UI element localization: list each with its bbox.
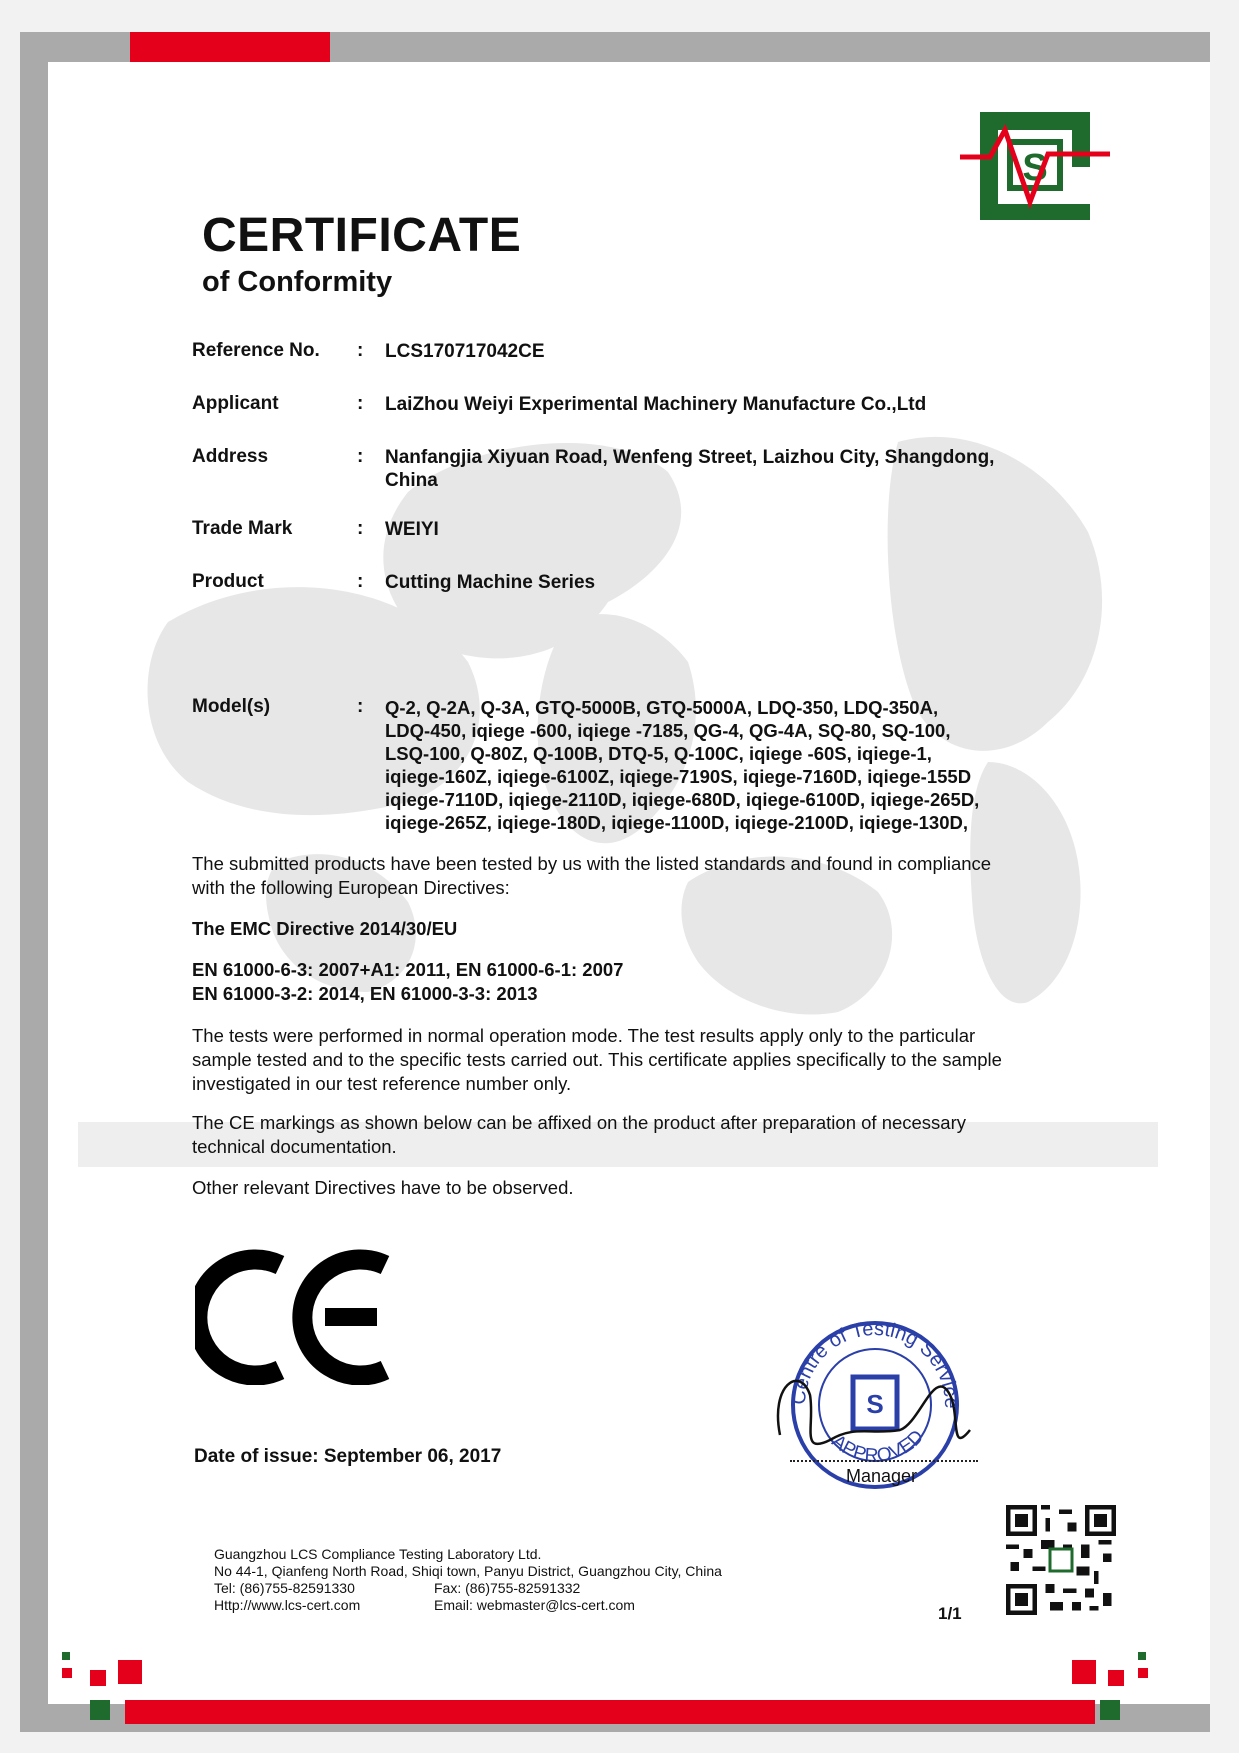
address-label: Address: [192, 446, 269, 467]
corner-square: [1138, 1652, 1146, 1660]
top-red-accent-bar: [130, 32, 330, 62]
trademark-value: WEIYI: [385, 519, 439, 540]
corner-square: [118, 1660, 142, 1684]
models-line: iqiege-160Z, iqiege-6100Z, iqiege-7190S, iqiege-7160D, iqiege-155D: [385, 766, 972, 787]
footer-company: Guangzhou LCS Compliance Testing Laboratory Ltd.: [214, 1546, 542, 1562]
address-row: [192, 446, 1092, 492]
models-line: LSQ-100, Q-80Z, Q-100B, DTQ-5, Q-100C, iqiege -60S, iqiege-1,: [385, 743, 932, 764]
corner-square: [1100, 1700, 1120, 1720]
approval-stamp: [760, 1305, 990, 1490]
product-label: Product: [192, 571, 264, 592]
applicant-row: [192, 393, 1092, 416]
tests-line: investigated in our test reference number only.: [192, 1073, 572, 1094]
bottom-red-accent-bar: [125, 1700, 1095, 1724]
compliance-paragraph: [192, 852, 1092, 900]
certificate-title: CERTIFICATE: [202, 209, 522, 262]
directive-heading: The EMC Directive 2014/30/EU: [192, 918, 458, 939]
product-value: Cutting Machine Series: [385, 572, 596, 593]
signatory-role: Manager: [846, 1466, 918, 1486]
certificate-subtitle: of Conformity: [202, 266, 393, 298]
stamp-bottom-text: APPROVED: [827, 1426, 929, 1467]
page-number: 1/1: [938, 1604, 962, 1623]
signature-line: [790, 1460, 978, 1462]
corner-square: [90, 1700, 110, 1720]
reference-colon: :: [357, 340, 364, 361]
footer-website: Http://www.lcs-cert.com: [214, 1597, 361, 1613]
corner-square: [90, 1670, 106, 1686]
applicant-colon: :: [357, 393, 364, 414]
qr-code: [1006, 1505, 1116, 1615]
standards-list: [192, 958, 1092, 1006]
applicant-value: LaiZhou Weiyi Experimental Machinery Manufacture Co.,Ltd: [385, 394, 927, 415]
trademark-label: Trade Mark: [192, 518, 293, 539]
footer-email: Email: webmaster@lcs-cert.com: [434, 1597, 635, 1613]
footer-fax: Fax: (86)755-82591332: [434, 1580, 581, 1596]
tests-paragraph: [192, 1024, 1092, 1096]
issuer-footer: [214, 1546, 722, 1614]
models-line: Q-2, Q-2A, Q-3A, GTQ-5000B, GTQ-5000A, LDQ-350, LDQ-350A,: [385, 697, 939, 718]
corner-square: [62, 1652, 70, 1660]
models-line: LDQ-450, iqiege -600, iqiege -7185, QG-4, QG-4A, SQ-80, SQ-100,: [385, 720, 951, 741]
models-label: Model(s): [192, 696, 271, 717]
compliance-line: with the following European Directives:: [192, 877, 510, 898]
models-line: iqiege-265Z, iqiege-180D, iqiege-1100D, iqiege-2100D, iqiege-130D,: [385, 812, 968, 833]
tests-line: The tests were performed in normal operation mode. The test results apply only to the particular: [192, 1025, 976, 1046]
trademark-row: [192, 518, 1092, 541]
ce-marking-line: technical documentation.: [192, 1136, 397, 1157]
corner-square: [1072, 1660, 1096, 1684]
standards-line: EN 61000-6-3: 2007+A1: 2011, EN 61000-6-1: 2007: [192, 959, 624, 980]
compliance-line: The submitted products have been tested by us with the listed standards and found in compliance: [192, 853, 992, 874]
address-colon: :: [357, 446, 364, 467]
ce-marking-paragraph: [192, 1111, 1092, 1159]
standards-line: EN 61000-3-2: 2014, EN 61000-3-3: 2013: [192, 983, 538, 1004]
other-directives-text: Other relevant Directives have to be observed.: [192, 1177, 574, 1198]
models-list: [385, 696, 1085, 834]
models-colon: :: [357, 696, 364, 717]
reference-value: LCS170717042CE: [385, 341, 545, 362]
trademark-colon: :: [357, 518, 364, 539]
address-value: Nanfangjia Xiyuan Road, Wenfeng Street, Laizhou City, Shangdong, China: [385, 447, 995, 491]
svg-text:S: S: [1022, 147, 1048, 189]
date-of-issue: Date of issue: September 06, 2017: [194, 1446, 502, 1467]
product-row: [192, 571, 1092, 594]
models-line: iqiege-7110D, iqiege-2110D, iqiege-680D, iqiege-6100D, iqiege-265D,: [385, 789, 980, 810]
stamp-top-text: Centre of Testing Service: [787, 1317, 963, 1409]
ce-mark-logo: [195, 1245, 395, 1385]
footer-tel: Tel: (86)755-82591330: [214, 1580, 355, 1596]
ce-marking-line: The CE markings as shown below can be affixed on the product after preparation of necessary: [192, 1112, 967, 1133]
corner-square: [1138, 1668, 1148, 1678]
tests-line: sample tested and to the specific tests carried out. This certificate applies specifically to the sample: [192, 1049, 1002, 1070]
corner-square: [62, 1668, 72, 1678]
lcs-logo: [960, 112, 1130, 242]
corner-square: [1108, 1670, 1124, 1686]
svg-text:S: S: [866, 1389, 884, 1419]
applicant-label: Applicant: [192, 393, 279, 414]
product-colon: :: [357, 571, 364, 592]
reference-row: [192, 340, 1092, 363]
reference-label: Reference No.: [192, 340, 320, 361]
footer-address: No 44-1, Qianfeng North Road, Shiqi town, Panyu District, Guangzhou City, China: [214, 1563, 722, 1579]
